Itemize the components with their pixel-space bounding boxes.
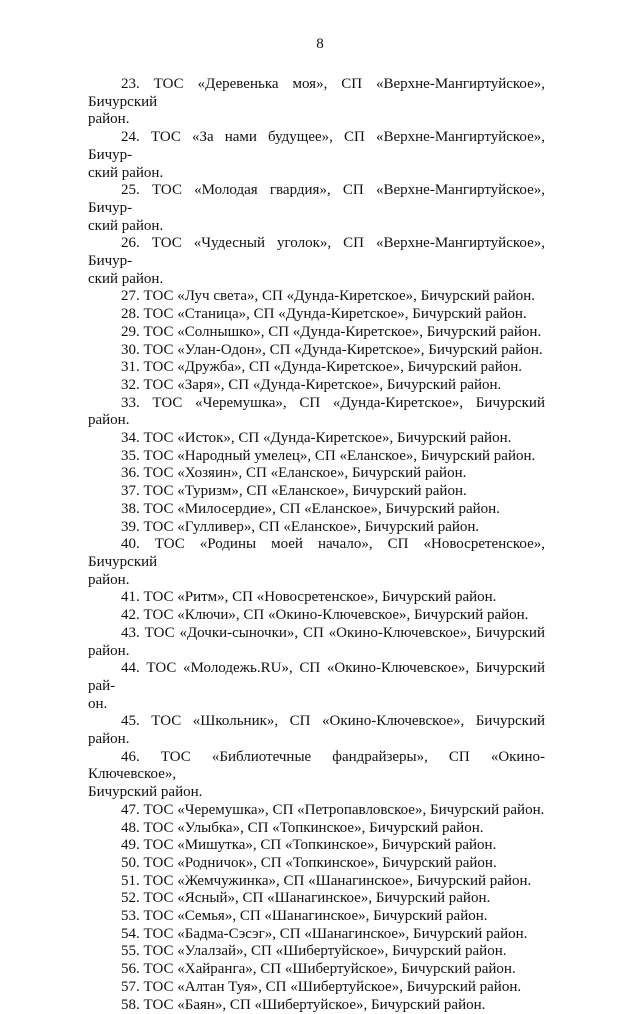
- list-item-line: 25. ТОС «Молодая гвардия», СП «Верхне-Мангиртуйское», Бичур-: [88, 182, 545, 216]
- list-item: [88, 873, 545, 891]
- list-item: [88, 713, 545, 748]
- list-item: [88, 465, 545, 483]
- list-item-line: 49. ТОС «Мишутка», СП «Топкинское», Бичурский район.: [121, 837, 497, 854]
- list-item: [88, 607, 545, 625]
- list-item-line: 57. ТОС «Алтан Туя», СП «Шибертуйское», Бичурский район.: [121, 978, 522, 995]
- document-body: [88, 76, 545, 1014]
- list-item: [88, 182, 545, 235]
- list-item: [88, 908, 545, 926]
- list-item-line: 29. ТОС «Солнышко», СП «Дунда-Киретское», Бичурский район.: [121, 323, 542, 340]
- list-item: [88, 288, 545, 306]
- list-item-line: 46. ТОС «Библиотечные фандрайзеры», СП «Окино-Ключевское»,: [88, 748, 545, 783]
- list-item: [88, 519, 545, 537]
- list-item-line: район.: [88, 571, 130, 588]
- list-item: [88, 820, 545, 838]
- list-item: [88, 483, 545, 501]
- page-number: 8: [316, 36, 324, 52]
- list-item: [88, 660, 545, 713]
- list-item-line: 35. ТОС «Народный умелец», СП «Еланское», Бичурский район.: [121, 447, 536, 464]
- list-item-line: 40. ТОС «Родины моей начало», СП «Новосретенское», Бичурский: [88, 536, 545, 570]
- list-item-line: 50. ТОС «Родничок», СП «Топкинское», Бичурский район.: [121, 854, 497, 871]
- list-item: [88, 377, 545, 395]
- list-item: [88, 625, 545, 660]
- list-item-line: 37. ТОС «Туризм», СП «Еланское», Бичурский район.: [121, 483, 467, 500]
- list-item: [88, 979, 545, 997]
- list-item-line: 28. ТОС «Станица», СП «Дунда-Киретское», Бичурский район.: [121, 306, 527, 323]
- list-item-line: 56. ТОС «Хайранга», СП «Шибертуйское», Бичурский район.: [121, 961, 516, 978]
- list-item-line: район.: [88, 642, 130, 659]
- list-item-line: 51. ТОС «Жемчужинка», СП «Шанагинское», Бичурский район.: [121, 872, 532, 889]
- list-item-line: 55. ТОС «Улалзай», СП «Шибертуйское», Бичурский район.: [121, 943, 507, 960]
- list-item: [88, 837, 545, 855]
- list-item: [88, 997, 545, 1014]
- list-item: [88, 430, 545, 448]
- list-item-line: 41. ТОС «Ритм», СП «Новосретенское», Бичурский район.: [121, 589, 497, 606]
- list-item-line: 54. ТОС «Бадма-Сэсэг», СП «Шанагинское», Бичурский район.: [121, 925, 528, 942]
- list-item-line: 38. ТОС «Милосердие», СП «Еланское», Бичурский район.: [121, 500, 500, 517]
- list-item-line: 33. ТОС «Черемушка», СП «Дунда-Киретское», Бичурский район.: [88, 394, 545, 429]
- list-item-line: 24. ТОС «За нами будущее», СП «Верхне-Мангиртуйское», Бичур-: [88, 129, 545, 163]
- list-item-line: 27. ТОС «Луч света», СП «Дунда-Киретское», Бичурский район.: [121, 288, 536, 305]
- list-item-line: 45. ТОС «Школьник», СП «Окино-Ключевское», Бичурский район.: [88, 713, 545, 748]
- list-item-line: 32. ТОС «Заря», СП «Дунда-Киретское», Бичурский район.: [121, 376, 502, 393]
- list-item-line: 26. ТОС «Чудесный уголок», СП «Верхне-Мангиртуйское», Бичур-: [88, 235, 545, 270]
- list-item-line: Бичурский район.: [88, 784, 203, 801]
- list-item: [88, 129, 545, 182]
- list-item: [88, 324, 545, 342]
- list-item: [88, 802, 545, 820]
- list-item-line: ский район.: [88, 217, 164, 234]
- list-item: [88, 359, 545, 377]
- list-item-line: 58. ТОС «Баян», СП «Шибертуйское», Бичурский район.: [121, 996, 486, 1013]
- list-item-line: 48. ТОС «Улыбка», СП «Топкинское», Бичурский район.: [121, 819, 484, 836]
- list-item-line: 30. ТОС «Улан-Одон», СП «Дунда-Киретское», Бичурский район.: [121, 341, 543, 358]
- list-item: [88, 448, 545, 466]
- list-item-line: 39. ТОС «Гулливер», СП «Еланское», Бичурский район.: [121, 518, 480, 535]
- list-item-line: 52. ТОС «Ясный», СП «Шанагинское», Бичурский район.: [121, 890, 491, 907]
- list-item: [88, 76, 545, 129]
- list-item-line: 44. ТОС «Молодежь.RU», СП «Окино-Ключевское», Бичурский рай-: [88, 660, 545, 694]
- list-item-line: 47. ТОС «Черемушка», СП «Петропавловское», Бичурский район.: [121, 801, 545, 818]
- list-item-line: район.: [88, 111, 130, 128]
- list-item-line: 31. ТОС «Дружба», СП «Дунда-Киретское», Бичурский район.: [121, 359, 523, 376]
- list-item: [88, 501, 545, 519]
- list-item: [88, 536, 545, 589]
- list-item: [88, 589, 545, 607]
- list-item: [88, 306, 545, 324]
- list-item-line: 36. ТОС «Хозяин», СП «Еланское», Бичурский район.: [121, 465, 467, 482]
- list-item-line: 53. ТОС «Семья», СП «Шанагинское», Бичурский район.: [121, 908, 488, 925]
- list-item: [88, 235, 545, 288]
- list-item: [88, 943, 545, 961]
- list-item: [88, 926, 545, 944]
- list-item: [88, 342, 545, 360]
- list-item-line: ский район.: [88, 270, 164, 287]
- list-item-line: 42. ТОС «Ключи», СП «Окино-Ключевское», Бичурский район.: [121, 607, 529, 624]
- list-item-line: он.: [88, 695, 108, 712]
- list-item: [88, 749, 545, 802]
- list-item: [88, 890, 545, 908]
- list-item-line: 34. ТОС «Исток», СП «Дунда-Киретское», Бичурский район.: [121, 430, 512, 447]
- list-item-line: 43. ТОС «Дочки-сыночки», СП «Окино-Ключевское», Бичурский: [121, 624, 545, 641]
- list-item: [88, 855, 545, 873]
- list-item-line: ский район.: [88, 164, 164, 181]
- list-item-line: 23. ТОС «Деревенька моя», СП «Верхне-Мангиртуйское», Бичурский: [88, 76, 545, 110]
- list-item: [88, 961, 545, 979]
- list-item: [88, 395, 545, 430]
